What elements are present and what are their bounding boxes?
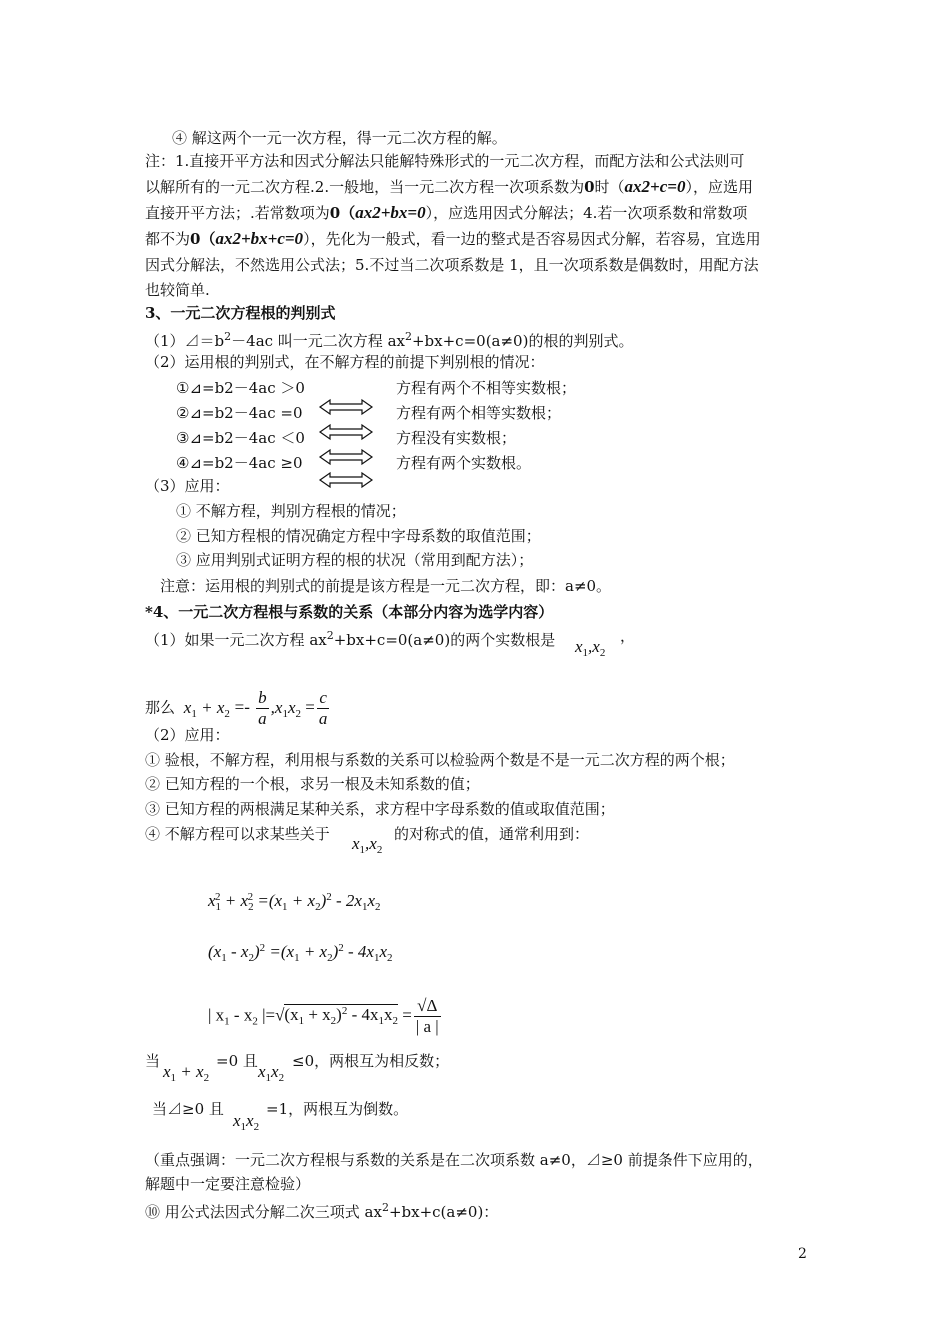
case-1-result: 方程有两个不相等实数根； (396, 379, 577, 397)
case-2-condition: ②⊿=b2－4ac =0 (176, 404, 303, 422)
vieta-application-4: ④ 不解方程可以求某些关于 (145, 825, 330, 843)
vieta-application-3: ③ 已知方程的两根满足某种关系，求方程中字母系数的值或取值范围； (145, 800, 615, 818)
discriminant-usage: （2）运用根的判别式，在不解方程的前提下判别根的情况： (145, 353, 545, 371)
identity-difference-squared: $(x_1 - x_2)^2 =(x_1 + x_2)^2 - 4x_1x_2$ (208, 942, 393, 964)
reciprocal-roots-text: 当⊿≥0 且 (152, 1100, 224, 1118)
application-item-2: ② 已知方程根的情况确定方程中字母系数的取值范围； (176, 527, 541, 545)
case-2-result: 方程有两个相等实数根； (396, 404, 562, 422)
note-line-3: 直接开平方法；.若常数项为0（ax2+bx=0），应选用因式分解法；4.若一次项系数和常数项 (145, 203, 748, 222)
note-line-4: 都不为0（ax2+bx+c=0），先化为一般式，看一边的整式是否容易因式分解，若容易，宜选用 (145, 229, 761, 248)
application-item-1: ① 不解方程，判别方程根的情况； (176, 502, 406, 520)
double-arrow-icon (318, 471, 374, 489)
note-line-6: 也较简单. (145, 281, 210, 299)
sum-x1-x2: $x_1 + x_2$ (163, 1062, 210, 1084)
vieta-application-1: ① 验根，不解方程，利用根与系数的关系可以检验两个数是不是一元二次方程的两个根； (145, 751, 735, 769)
vieta-application-2: ② 已知方程的一个根，求另一根及未知系数的值； (145, 775, 480, 793)
vieta-formula: 那么 $x_1 + x_2$ =- $\frac{b}{a}$ $,x_1x_2$ = $\frac{c}{a}$ (145, 688, 328, 728)
case-3-result: 方程没有实数根； (396, 429, 517, 447)
page-number: 2 (798, 1246, 807, 1262)
opposite-roots-text: 当 (145, 1052, 161, 1070)
comma: ， (620, 627, 636, 645)
x1-x2-symbol: $x_1,x_2$ (352, 834, 383, 856)
application-item-3: ③ 应用判别式证明方程的根的状况（常用到配方法）； (176, 551, 534, 569)
application-heading: （3）应用： (145, 477, 230, 495)
note-line-2: 以解所有的一元二次方程.2.一般地，当一元二次方程一次项系数为0时（ax2+c=0），应选用 (145, 177, 753, 196)
vieta-condition: （1）如果一元二次方程 $ax^2+bx+c=0(a\ne 0)$的两个实数根是 (145, 629, 556, 649)
vieta-application-heading: （2）应用： (145, 726, 230, 744)
vieta-application-4-cont: 的对称式的值，通常利用到： (394, 825, 590, 843)
product-x1-x2: $x_1x_2$ (258, 1062, 285, 1084)
section-4-heading: *4、一元二次方程根与系数的关系（本部分内容为选学内容） (145, 603, 554, 621)
discriminant-note: 注意：运用根的判别式的前提是该方程是一元二次方程，即：a≠0。 (160, 577, 612, 595)
roots-x1-x2: $x_1,x_2$ (575, 637, 606, 659)
step-4-text: ④ 解这两个一元一次方程，得一元二次方程的解。 (172, 129, 507, 147)
opposite-roots-result: ≤0，两根互为相反数； (292, 1052, 450, 1070)
section-3-heading: 3、一元二次方程根的判别式 (145, 304, 336, 322)
note-line-1: 注：1.直接开平方法和因式分解法只能解特殊形式的一元二次方程，而配方法和公式法则可 (145, 152, 745, 170)
opposite-roots-cond: =0 且 (216, 1052, 258, 1070)
emphasis-line-1: （重点强调：一元二次方程根与系数的关系是在二次项系数 a≠0，⊿≥0 前提条件下应用的， (145, 1151, 763, 1169)
product-x1-x2-2: $x_1x_2$ (233, 1111, 260, 1133)
identity-absolute-difference: | $x_1 - x_2$ $|=√(x_1 + x_2)^2 - 4x_1x_2$ = $\frac{√\Delta}{| a |}$ (208, 996, 439, 1036)
double-arrow-icon (318, 448, 374, 466)
double-arrow-icon (318, 423, 374, 441)
emphasis-line-2: 解题中一定要注意检验） (145, 1175, 311, 1193)
note-line-5: 因式分解法，不然选用公式法；5.不过当二次项系数是 1，且一次项系数是偶数时，用配方法 (145, 256, 759, 274)
discriminant-definition: $(1)⊿=b^2-4ac$ 叫一元二次方程 $ax^2+bx+c=0(a\ne 0)$的根的判别式。 (145, 330, 634, 350)
identity-sum-squares: $x_1^2 + x_2^2 =(x_1 + x_2)^2 - 2x_1x_2$ (208, 891, 381, 913)
case-4-condition: ④⊿=b2－4ac ≥0 (176, 454, 303, 472)
case-3-condition: ③⊿=b2－4ac ＜0 (176, 429, 305, 447)
case-1-condition: ①⊿=b2－4ac ＞0 (176, 379, 305, 397)
reciprocal-roots-result: =1，两根互为倒数。 (266, 1100, 409, 1118)
double-arrow-icon (318, 398, 374, 416)
factorization-line: ⑩ 用公式法因式分解二次三项式 $ax^2+bx+c(a\ne 0)$： (145, 1201, 499, 1221)
case-4-result: 方程有两个实数根。 (396, 454, 532, 472)
